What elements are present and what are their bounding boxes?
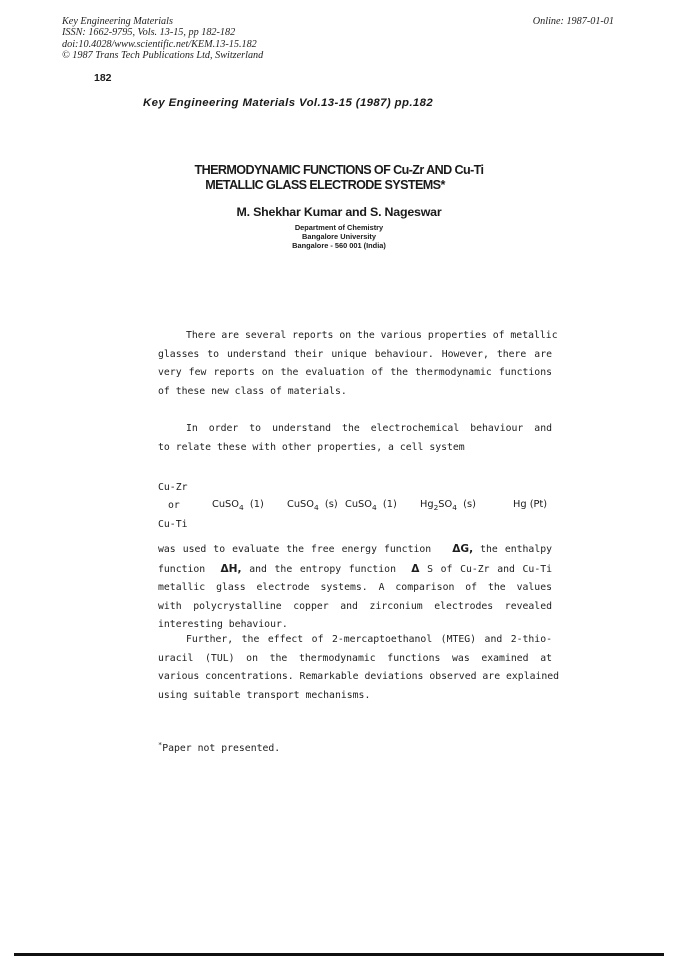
cell-component-3: CuSO$_4$ (1) bbox=[345, 499, 397, 512]
text-line: In order to understand the electrochemical behaviour and bbox=[186, 423, 552, 434]
cell-component-2: CuSO$_4$ (s) bbox=[287, 499, 338, 512]
title-line-1: THERMODYNAMIC FUNCTIONS OF Cu-Zr AND Cu-Ti bbox=[194, 163, 484, 177]
publication-metadata bbox=[62, 16, 263, 62]
online-date: Online: 1987-01-01 bbox=[532, 16, 614, 27]
affiliation-department: Department of Chemistry bbox=[294, 223, 384, 232]
text-line: with polycrystalline copper and zirconium electrodes revealed bbox=[158, 600, 552, 612]
text-line: of these new class of materials. bbox=[158, 385, 347, 397]
text-line: uracil (TUL) on the thermodynamic functions was examined at bbox=[158, 652, 552, 664]
text-line: very few reports on the evaluation of the thermodynamic functions bbox=[158, 367, 552, 379]
bottom-rule bbox=[14, 953, 664, 956]
delta-h-symbol: ΔH, bbox=[220, 562, 242, 575]
meta-issn: ISSN: 1662-9795, Vols. 13-15, pp 182-182 bbox=[62, 27, 236, 39]
abstract-paragraph-4 bbox=[158, 631, 560, 705]
cell-electrode-cu-zr: Cu-Zr bbox=[158, 482, 188, 493]
cell-component-1: CuSO$_4$ (1) bbox=[212, 499, 264, 512]
affiliation-city: Bangalore - 560 001 (India) bbox=[292, 241, 386, 250]
abstract-paragraph-3 bbox=[158, 540, 552, 635]
meta-doi: doi:10.4028/www.scientific.net/KEM.13-15.182 bbox=[62, 38, 257, 50]
delta-s-symbol: Δ bbox=[411, 562, 420, 575]
abstract-paragraph-1 bbox=[158, 327, 558, 401]
meta-journal: Key Engineering Materials bbox=[62, 16, 173, 27]
affiliation-university: Bangalore University bbox=[302, 232, 376, 241]
text-line: function ΔH, and the entropy function Δ S of Cu-Zr and Cu-Ti bbox=[158, 562, 553, 575]
footnote-text: Paper not presented. bbox=[162, 743, 281, 754]
delta-g-symbol: ΔG, bbox=[452, 543, 474, 555]
cell-component-5: Hg (Pt) bbox=[513, 499, 548, 510]
text-line: to relate these with other properties, a cell system bbox=[158, 441, 465, 453]
cell-component-4: $Hg_2SO_4$ (s) bbox=[420, 499, 476, 512]
text-line: metallic glass electrode systems. A comparison of the values bbox=[158, 582, 552, 594]
cell-electrode-cu-ti: Cu-Ti bbox=[158, 519, 188, 530]
authors: M. Shekhar Kumar and S. Nageswar bbox=[236, 205, 442, 219]
title-line-2: METALLIC GLASS ELECTRODE SYSTEMS* bbox=[205, 178, 445, 192]
page-number: 182 bbox=[94, 72, 112, 84]
meta-copyright: © 1987 Trans Tech Publications Ltd, Switzerland bbox=[62, 50, 264, 62]
text-line: Further, the effect of 2-mercaptoethanol (MTEG) and 2-thio- bbox=[186, 634, 552, 645]
footnote-mark: * bbox=[158, 741, 163, 749]
text-line: various concentrations. Remarkable deviations observed are explained bbox=[158, 671, 560, 683]
text-line: There are several reports on the various properties of metallic bbox=[186, 330, 558, 341]
text-line: interesting behaviour. bbox=[158, 619, 288, 631]
journal-line: Key Engineering Materials Vol.13-15 (1987) pp.182 bbox=[143, 97, 434, 109]
abstract-paragraph-2 bbox=[158, 420, 552, 457]
cell-or: or bbox=[168, 500, 180, 511]
text-line: using suitable transport mechanisms. bbox=[158, 689, 371, 701]
text-line: was used to evaluate the free energy function ΔG, the enthalpy bbox=[158, 543, 553, 555]
text-line: glasses to understand their unique behaviour. However, there are bbox=[158, 348, 552, 360]
footnote bbox=[158, 741, 280, 754]
